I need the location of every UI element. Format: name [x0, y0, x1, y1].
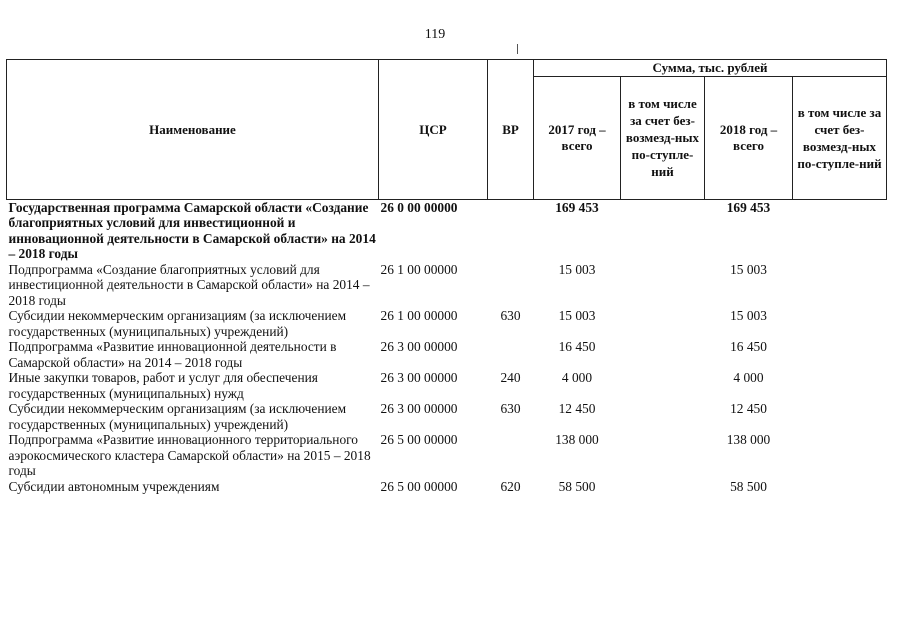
row-2017-grants [621, 199, 705, 262]
row-2017-grants [621, 479, 705, 495]
table-row [7, 339, 887, 370]
row-csr: 26 3 00 00000 [380, 401, 458, 416]
row-vr: 630 [500, 401, 521, 416]
row-2018-total: 169 453 [726, 199, 771, 215]
row-name: Государственная программа Самарской области «Создание благоприятных условий для инвестиционной и инновационной деятельности в Самарской области» на 2014 – 2018 годы [8, 199, 376, 261]
row-vr [488, 339, 534, 370]
header-csr: ЦСР [379, 60, 488, 200]
header-2017-grants: в том числе за счет без-возмезд-ных по-ступле-ний [621, 76, 705, 199]
table-row [7, 308, 887, 339]
header-sum-group: Сумма, тыс. рублей [534, 60, 887, 77]
row-2017-grants [621, 339, 705, 370]
row-name: Иные закупки товаров, работ и услуг для обеспечения государственных (муниципальных) нужд [8, 370, 318, 401]
header-2017-total: 2017 год – всего [534, 76, 621, 199]
row-2018-grants [793, 262, 887, 309]
row-2018-grants [793, 370, 887, 401]
row-2017-total: 138 000 [555, 432, 599, 447]
header-2018-grants: в том числе за счет без-возмезд-ных по-ступле-ний [793, 76, 887, 199]
header-name: Наименование [7, 60, 379, 200]
row-2018-grants [793, 432, 887, 479]
row-2018-total: 4 000 [733, 370, 764, 385]
row-vr [488, 199, 534, 262]
table-body [7, 199, 887, 494]
row-2018-total: 12 450 [730, 401, 767, 416]
row-2017-total: 4 000 [561, 370, 593, 385]
row-2018-grants [793, 479, 887, 495]
scan-mark [517, 44, 518, 54]
page-number: 119 [424, 27, 446, 42]
header-2018-total: 2018 год – всего [705, 76, 793, 199]
row-2018-grants [793, 339, 887, 370]
row-2017-total: 16 450 [558, 339, 596, 354]
row-name: Субсидии некоммерческим организациям (за исключением государственных (муниципальных) учреждений) [8, 308, 347, 339]
row-2018-grants [793, 199, 887, 262]
row-vr [488, 262, 534, 309]
row-name: Субсидии автономным учреждениям [8, 478, 220, 494]
row-csr: 26 0 00 00000 [380, 199, 458, 215]
budget-table [6, 59, 887, 494]
row-2017-total: 12 450 [558, 401, 596, 416]
row-2018-total: 58 500 [730, 478, 767, 494]
row-2017-total: 58 500 [558, 478, 596, 494]
row-csr: 26 1 00 00000 [380, 308, 458, 323]
row-2017-grants [621, 262, 705, 309]
table-row [7, 479, 887, 495]
table-row [7, 401, 887, 432]
row-2018-grants [793, 401, 887, 432]
row-2018-total: 16 450 [730, 339, 767, 354]
row-2017-grants [621, 401, 705, 432]
row-2018-total: 138 000 [726, 432, 771, 447]
row-2017-grants [621, 370, 705, 401]
row-2017-total: 15 003 [558, 308, 596, 323]
header-vr: ВР [488, 60, 534, 200]
table-row [7, 199, 887, 262]
table-row [7, 432, 887, 479]
row-2017-total: 169 453 [555, 199, 599, 215]
row-name: Подпрограмма «Создание благоприятных условий для инвестиционной деятельности в Самарской области» на 2014 – 2018 годы [8, 261, 370, 308]
row-csr: 26 5 00 00000 [380, 432, 458, 447]
row-csr: 26 3 00 00000 [380, 370, 458, 385]
row-2017-grants [621, 432, 705, 479]
row-vr: 240 [500, 370, 521, 385]
row-2018-total: 15 003 [730, 308, 767, 323]
row-csr: 26 5 00 00000 [380, 478, 458, 494]
row-csr: 26 3 00 00000 [380, 339, 458, 354]
row-name: Подпрограмма «Развитие инновационной деятельности в Самарской области» на 2014 – 2018 годы [8, 339, 337, 370]
table-row [7, 262, 887, 309]
row-name: Подпрограмма «Развитие инновационного территориального аэрокосмического кластера Самарской области» на 2015 – 2018 годы [8, 432, 371, 478]
table-row [7, 370, 887, 401]
row-csr: 26 1 00 00000 [380, 261, 458, 277]
row-2017-total: 15 003 [558, 261, 596, 277]
row-2018-total: 15 003 [730, 261, 767, 277]
row-vr: 620 [500, 478, 521, 494]
row-2018-grants [793, 308, 887, 339]
row-vr: 630 [500, 308, 521, 323]
row-vr [488, 432, 534, 479]
row-2017-grants [621, 308, 705, 339]
row-name: Субсидии некоммерческим организациям (за исключением государственных (муниципальных) учреждений) [8, 401, 347, 432]
